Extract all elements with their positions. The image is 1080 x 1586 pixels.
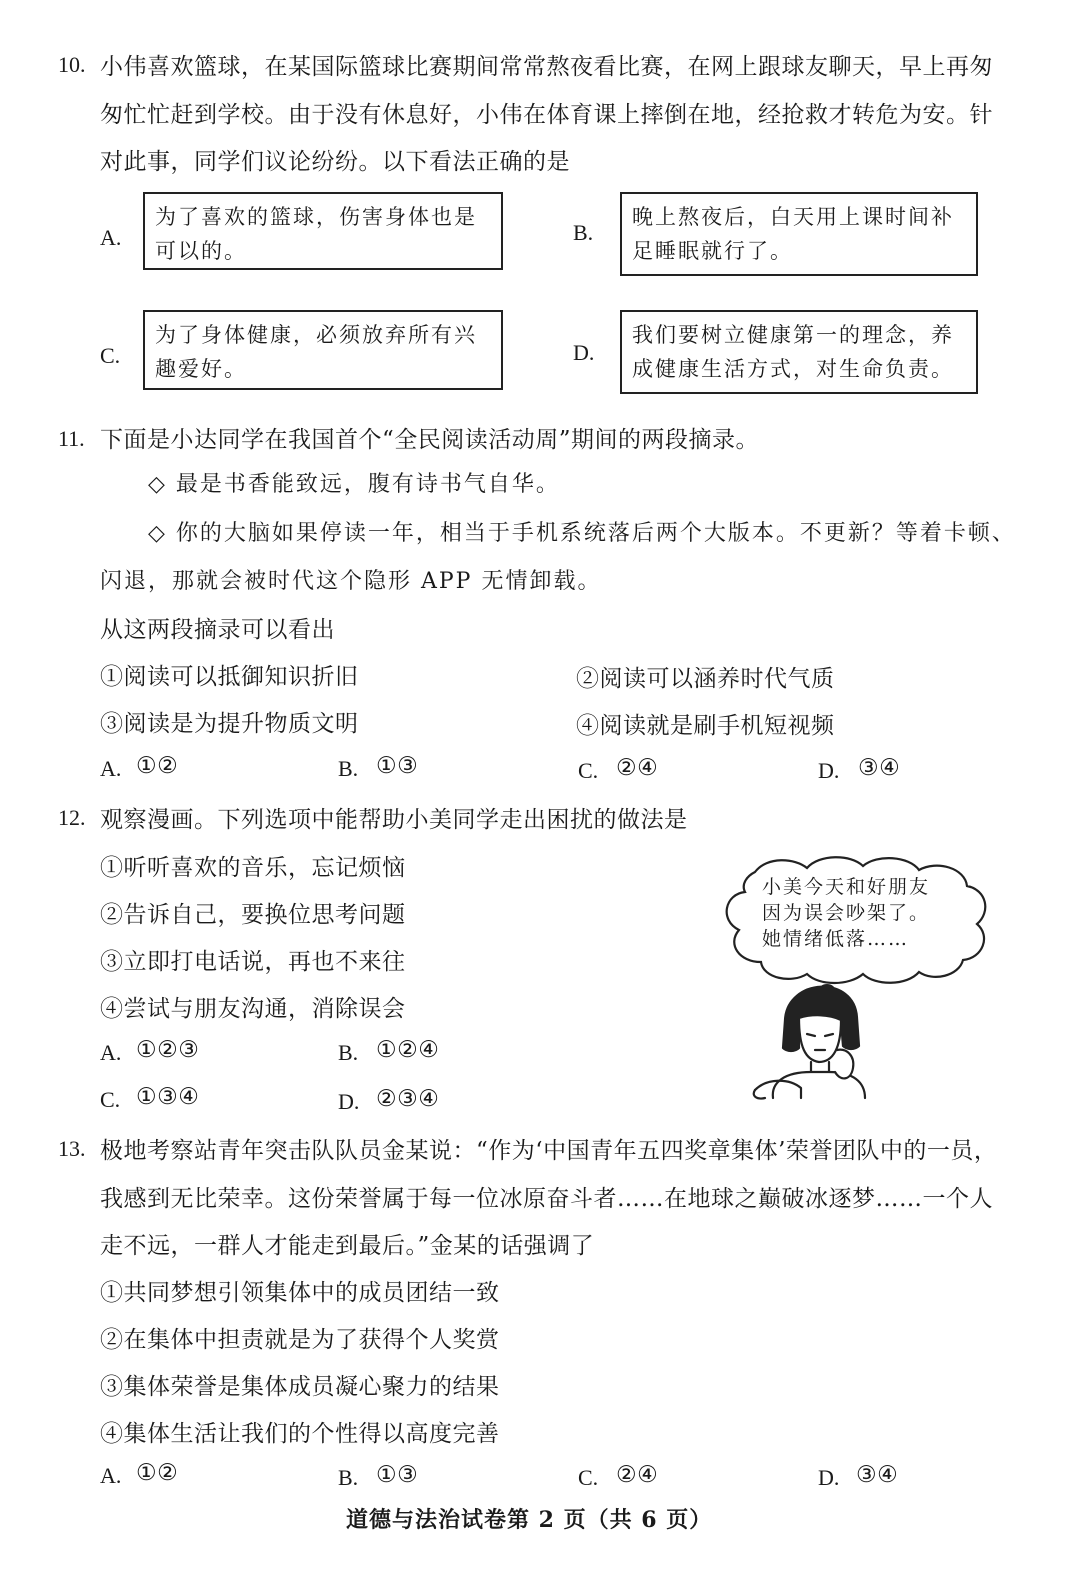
q11-number: 11. (58, 426, 85, 451)
q11-statement-1: ①阅读可以抵御知识折旧 (100, 664, 359, 690)
q10-option-d-letter: D. (573, 340, 595, 365)
bubble-line-3: 她情绪低落…… (762, 928, 910, 950)
q10-option-b-box[interactable]: 晚上熬夜后，白天用上课时间补足睡眠就行了。 (620, 192, 978, 276)
q10-option-c-letter: C. (100, 343, 121, 368)
q11-quote-2-line-1: ◇ 你的大脑如果停读一年，相当于手机系统落后两个大版本。不更新？等着卡顿、 (148, 521, 1016, 546)
q13-choice-d-value: ③④ (856, 1462, 899, 1488)
q11-stem: 从这两段摘录可以看出 (100, 617, 335, 643)
q12-choice-b-letter[interactable]: B. (338, 1040, 359, 1065)
q12-choice-a-letter[interactable]: A. (100, 1040, 122, 1065)
q12-stem: 观察漫画。下列选项中能帮助小美同学走出困扰的做法是 (100, 807, 688, 833)
q10-line-2: 匆忙忙赶到学校。由于没有休息好，小伟在体育课上摔倒在地，经抢救才转危为安。针 (100, 102, 993, 128)
q12-choice-c-value: ①③④ (136, 1084, 200, 1110)
q11-quote-1: ◇ 最是书香能致远，腹有诗书气自华。 (148, 472, 560, 497)
q11-choice-b-value: ①③ (376, 753, 419, 779)
q12-choice-d-letter[interactable]: D. (338, 1089, 360, 1114)
q11-choice-a-letter[interactable]: A. (100, 756, 122, 781)
q11-quote-2-line-2: 闪退，那就会被时代这个隐形 APP 无情卸载。 (100, 569, 602, 594)
girl-figure (754, 987, 865, 1099)
q10-option-a-letter: A. (100, 225, 122, 250)
q11-intro: 下面是小达同学在我国首个“全民阅读活动周”期间的两段摘录。 (100, 427, 760, 453)
q12-statement-4: ④尝试与朋友沟通，消除误会 (100, 996, 406, 1022)
q13-number: 13. (58, 1136, 86, 1161)
q11-choice-d-letter[interactable]: D. (818, 758, 840, 783)
q13-statement-4: ④集体生活让我们的个性得以高度完善 (100, 1421, 500, 1447)
q10-option-a-box[interactable]: 为了喜欢的篮球，伤害身体也是可以的。 (143, 192, 503, 270)
q11-statement-2: ②阅读可以涵养时代气质 (576, 666, 835, 692)
q13-choice-c-letter[interactable]: C. (578, 1465, 599, 1490)
q10-line-1: 小伟喜欢篮球，在某国际篮球比赛期间常常熬夜看比赛，在网上跟球友聊天，早上再匆 (100, 54, 993, 80)
q13-choice-c-value: ②④ (616, 1462, 659, 1488)
q11-choice-b-letter[interactable]: B. (338, 756, 359, 781)
q12-choice-d-value: ②③④ (376, 1086, 440, 1112)
q11-choice-d-value: ③④ (858, 755, 901, 781)
q10-option-c-box[interactable]: 为了身体健康，必须放弃所有兴趣爱好。 (143, 310, 503, 390)
q11-choice-c-letter[interactable]: C. (578, 758, 599, 783)
q10-number: 10. (58, 52, 86, 77)
bubble-line-1: 小美今天和好朋友 (762, 876, 931, 898)
bubble-line-2: 因为误会吵架了。 (762, 902, 931, 924)
q13-statement-2: ②在集体中担责就是为了获得个人奖赏 (100, 1327, 500, 1353)
q11-statement-3: ③阅读是为提升物质文明 (100, 711, 359, 737)
q13-choice-a-letter[interactable]: A. (100, 1463, 122, 1488)
q13-choice-b-value: ①③ (376, 1462, 419, 1488)
q11-choice-c-value: ②④ (616, 755, 659, 781)
q12-statement-3: ③立即打电话说，再也不来往 (100, 949, 406, 975)
q13-statement-1: ①共同梦想引领集体中的成员团结一致 (100, 1280, 500, 1306)
q12-number: 12. (58, 805, 86, 830)
q10-line-3: 对此事，同学们议论纷纷。以下看法正确的是 (100, 149, 570, 175)
q10-option-d-box[interactable]: 我们要树立健康第一的理念，养成健康生活方式，对生命负责。 (620, 310, 978, 394)
q13-choice-b-letter[interactable]: B. (338, 1465, 359, 1490)
q13-line-1: 极地考察站青年突击队队员金某说：“作为‘中国青年五四奖章集体’荣誉团队中的一员， (100, 1138, 998, 1164)
q11-statement-4: ④阅读就是刷手机短视频 (576, 713, 835, 739)
q12-choice-b-value: ①②④ (376, 1037, 440, 1063)
q13-statement-3: ③集体荣誉是集体成员凝心聚力的结果 (100, 1374, 500, 1400)
q12-statement-2: ②告诉自己，要换位思考问题 (100, 902, 406, 928)
q12-choice-a-value: ①②③ (136, 1037, 200, 1063)
q10-option-b-letter: B. (573, 220, 594, 245)
q13-choice-a-value: ①② (136, 1460, 179, 1486)
q13-line-2: 我感到无比荣幸。这份荣誉属于每一位冰原奋斗者……在地球之巅破冰逐梦……一个人 (100, 1186, 993, 1212)
q12-choice-c-letter[interactable]: C. (100, 1087, 121, 1112)
q13-line-3: 走不远，一群人才能走到最后。”金某的话强调了 (100, 1233, 595, 1259)
q11-choice-a-value: ①② (136, 753, 179, 779)
q12-statement-1: ①听听喜欢的音乐，忘记烦恼 (100, 855, 406, 881)
page-footer: 道德与法治试卷第 2 页（共 6 页） (346, 1507, 713, 1533)
q13-choice-d-letter[interactable]: D. (818, 1465, 840, 1490)
